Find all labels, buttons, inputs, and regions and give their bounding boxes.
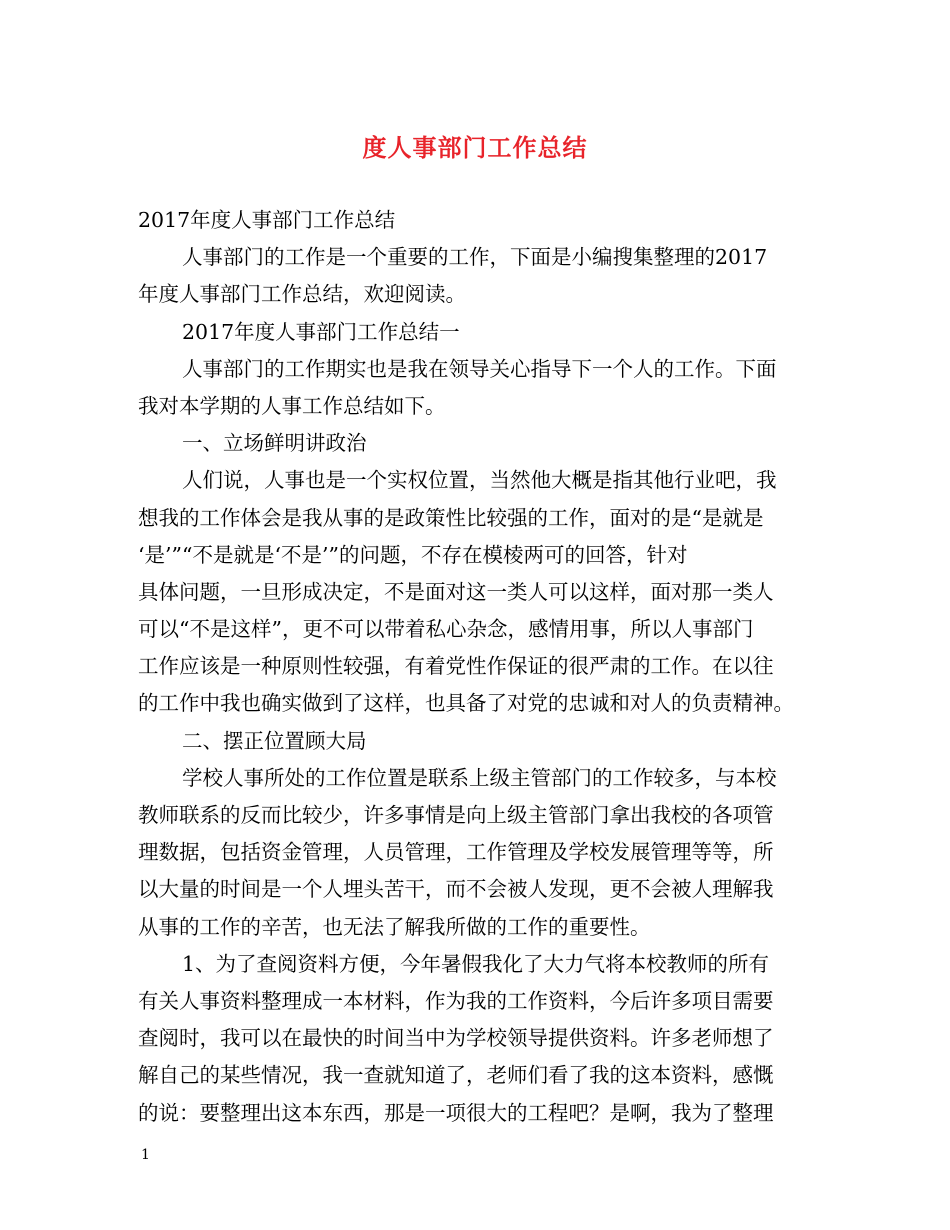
body-line: 1、为了查阅资料方便，今年暑假我化了大力气将本校教师的所有: [182, 951, 770, 976]
page-number: 1: [141, 1147, 150, 1163]
body-line: 工作应该是一种原则性较强，有着党性作保证的很严肃的工作。在以往: [138, 654, 774, 679]
body-line: 理数据，包括资金管理，人员管理，工作管理及学校发展管理等等，所: [138, 840, 774, 865]
body-line: 以大量的时间是一个人埋头苦干，而不会被人发现，更不会被人理解我: [138, 877, 774, 902]
body-line: 学校人事所处的工作位置是联系上级主管部门的工作较多，与本校: [182, 765, 777, 790]
body-line: 解自己的某些情况，我一查就知道了，老师们看了我的这本资料，感慨: [138, 1063, 774, 1088]
body-line: 的说：要整理出这本东西，那是一项很大的工程吧？是啊，我为了整理: [138, 1100, 774, 1125]
body-line: 有关人事资料整理成一本材料，作为我的工作资料，今后许多项目需要: [138, 988, 774, 1013]
section-heading: 一、立场鲜明讲政治: [182, 431, 367, 456]
body-line: 具体问题，一旦形成决定，不是面对这一类人可以这样，面对那一类人: [138, 579, 774, 604]
body-line: 查阅时，我可以在最快的时间当中为学校领导提供资料。许多老师想了: [138, 1026, 774, 1051]
body-line: 人事部门的工作是一个重要的工作，下面是小编搜集整理的2017: [182, 245, 768, 270]
body-line: ‘是’”“不是就是‘不是’”的问题，不存在模棱两可的回答，针对: [138, 542, 688, 567]
document-body: [138, 202, 818, 1132]
body-line: 人们说，人事也是一个实权位置，当然他大概是指其他行业吧，我: [182, 468, 777, 493]
body-line: 从事的工作的辛苦，也无法了解我所做的工作的重要性。: [138, 914, 651, 939]
body-line: 我对本学期的人事工作总结如下。: [138, 393, 446, 418]
body-line: 想我的工作体会是我从事的是政策性比较强的工作，面对的是“是就是: [138, 505, 764, 530]
body-line: 2017年度人事部门工作总结: [138, 208, 396, 232]
body-line: 可以“不是这样”，更不可以带着私心杂念，感情用事，所以人事部门: [138, 617, 754, 642]
body-line: 的工作中我也确实做到了这样，也具备了对党的忠诚和对人的负责精神。: [138, 691, 794, 716]
document-title: 度人事部门工作总结: [362, 133, 588, 162]
body-line: 年度人事部门工作总结，欢迎阅读。: [138, 282, 466, 307]
body-line: 教师联系的反而比较少，许多事情是向上级主管部门拿出我校的各项管: [138, 803, 774, 827]
body-line: 2017年度人事部门工作总结一: [182, 319, 460, 344]
section-heading: 二、摆正位置顾大局: [182, 728, 367, 753]
body-line: 人事部门的工作期实也是我在领导关心指导下一个人的工作。下面: [182, 356, 777, 381]
